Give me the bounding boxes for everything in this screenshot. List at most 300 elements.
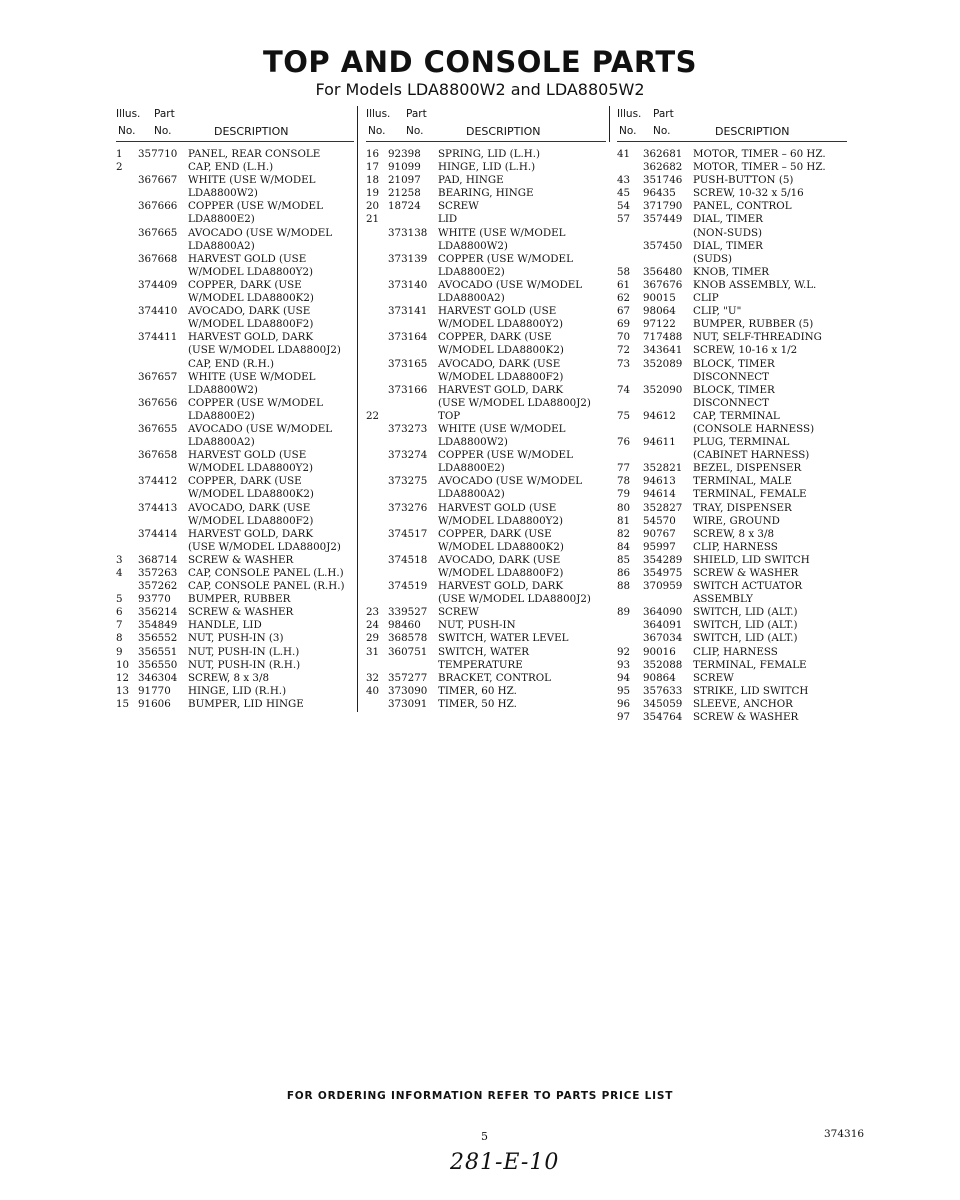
illus-number: [116, 292, 138, 305]
illus-number: [116, 371, 138, 384]
part-row: [366, 436, 606, 449]
part-number: 373164: [388, 331, 428, 344]
header-part: Part: [653, 108, 674, 120]
part-description: (USE W/MODEL LDA8800J2): [188, 540, 341, 553]
illus-number: [116, 318, 138, 331]
part-number: 368578: [388, 632, 428, 645]
part-description: CLIP: [693, 292, 719, 305]
part-number: 90015: [643, 292, 676, 305]
part-row: [366, 462, 606, 475]
part-row: [116, 541, 354, 554]
part-description: SWITCH, LID (ALT.): [693, 632, 798, 645]
part-number: 346304: [138, 671, 178, 684]
part-number: 98460: [388, 619, 421, 632]
part-row: [366, 567, 606, 580]
part-number: 364091: [643, 619, 683, 632]
part-number: 367656: [138, 396, 178, 409]
part-row: [617, 384, 847, 397]
part-number: [138, 266, 188, 279]
part-description: SCREW, 8 x 3/8: [693, 527, 775, 540]
part-row: [116, 515, 354, 528]
part-row: [617, 646, 847, 659]
illus-number: [366, 580, 388, 593]
part-number: 97122: [643, 318, 676, 331]
illus-number: [116, 580, 138, 593]
part-row: [366, 266, 606, 279]
part-description: LDA8800E2): [438, 265, 505, 278]
part-row: [366, 358, 606, 371]
part-row: [617, 475, 847, 488]
part-number: [643, 397, 693, 410]
part-description: AVOCADO (USE W/MODEL: [188, 422, 333, 435]
part-description: HARVEST GOLD (USE: [188, 449, 307, 462]
part-row: [366, 200, 606, 213]
part-description: (USE W/MODEL LDA8800J2): [188, 344, 341, 357]
illus-number: [366, 318, 388, 331]
part-row: [116, 606, 354, 619]
part-number: 367668: [138, 252, 178, 265]
part-description: CAP, END (L.H.): [188, 161, 274, 174]
part-number: 374410: [138, 305, 178, 318]
illus-number: [366, 515, 388, 528]
part-description: W/MODEL LDA8800F2): [188, 318, 314, 331]
part-description: BUMPER, LID HINGE: [188, 697, 304, 710]
column-header: [366, 108, 606, 148]
part-number: 367657: [138, 370, 178, 383]
part-number: 371790: [643, 200, 683, 213]
part-row: [617, 593, 847, 606]
illus-number: 78: [617, 475, 631, 488]
page-subtitle: For Models LDA8800W2 and LDA8805W2: [315, 80, 645, 99]
part-row: [617, 515, 847, 528]
part-row: [116, 344, 354, 357]
part-description: COPPER (USE W/MODEL: [438, 449, 573, 462]
part-number: 356480: [643, 265, 683, 278]
part-number: 354289: [643, 553, 683, 566]
illus-number: 45: [617, 187, 631, 200]
part-number: [138, 462, 188, 475]
header-part: Part: [154, 108, 175, 120]
illus-number: [116, 279, 138, 292]
part-number: 374519: [388, 580, 428, 593]
part-row: [617, 567, 847, 580]
part-number: [138, 161, 188, 174]
illus-number: 73: [617, 357, 631, 370]
part-number: [388, 318, 438, 331]
illus-number: [116, 541, 138, 554]
part-row: [116, 227, 354, 240]
illus-number: 23: [366, 606, 380, 619]
part-number: 373274: [388, 449, 428, 462]
illus-number: 85: [617, 553, 631, 566]
part-row: [617, 436, 847, 449]
column-header: [617, 108, 847, 148]
part-number: [388, 488, 438, 501]
part-number: 18724: [388, 200, 421, 213]
part-row: [366, 685, 606, 698]
part-description: COPPER (USE W/MODEL: [188, 396, 323, 409]
part-row: [617, 502, 847, 515]
part-row: [617, 397, 847, 410]
part-number: 339527: [388, 606, 428, 619]
part-description: W/MODEL LDA8800K2): [188, 488, 314, 501]
part-description: BEZEL, DISPENSER: [693, 462, 802, 475]
illus-number: 5: [116, 593, 123, 606]
header-description: DESCRIPTION: [466, 125, 541, 138]
part-row: [116, 685, 354, 698]
part-description: HARVEST GOLD, DARK: [188, 527, 314, 540]
part-description: STRIKE, LID SWITCH: [693, 684, 809, 697]
part-row: [617, 698, 847, 711]
part-number: 373275: [388, 475, 428, 488]
illus-number: [366, 698, 388, 711]
illus-number: [366, 371, 388, 384]
header-no: No.: [118, 125, 136, 137]
part-number: 95997: [643, 540, 676, 553]
part-row: [617, 253, 847, 266]
part-description: (USE W/MODEL LDA8800J2): [438, 396, 591, 409]
header-part: Part: [406, 108, 427, 120]
column-header: [116, 108, 354, 148]
illus-number: 81: [617, 514, 631, 527]
illus-number: 32: [366, 671, 380, 684]
part-description: LDA8800A2): [188, 239, 255, 252]
illus-number: [116, 384, 138, 397]
part-number: [138, 488, 188, 501]
part-row: [116, 632, 354, 645]
part-row: [116, 200, 354, 213]
part-number: 21097: [388, 174, 421, 187]
part-description: HANDLE, LID: [188, 619, 262, 632]
illus-number: 6: [116, 606, 123, 619]
illus-number: [617, 449, 643, 462]
parts-column-3: [617, 108, 847, 724]
illus-number: [617, 619, 643, 632]
part-row: [366, 410, 606, 423]
part-description: LDA8800W2): [438, 436, 508, 449]
part-description: WIRE, GROUND: [693, 514, 780, 527]
part-row: [116, 449, 354, 462]
part-number: 91770: [138, 684, 171, 697]
illus-number: 77: [617, 462, 631, 475]
illus-number: 75: [617, 409, 631, 422]
part-number: 354764: [643, 711, 683, 724]
part-description: SHIELD, LID SWITCH: [693, 553, 810, 566]
illus-number: 79: [617, 488, 631, 501]
part-description: BEARING, HINGE: [438, 187, 534, 200]
part-number: 54570: [643, 514, 676, 527]
column-divider-2: [609, 106, 610, 142]
illus-number: [366, 554, 388, 567]
header-illus: Illus.: [116, 108, 141, 120]
part-number: 357449: [643, 213, 683, 226]
part-number: 362682: [643, 161, 683, 174]
part-row: [617, 711, 847, 724]
illus-number: [366, 593, 388, 606]
part-number: 373091: [388, 697, 428, 710]
part-number: 368714: [138, 553, 178, 566]
header-description: DESCRIPTION: [715, 125, 790, 138]
part-number: [138, 384, 188, 397]
part-row: [366, 384, 606, 397]
part-row: [366, 698, 606, 711]
part-description: W/MODEL LDA8800K2): [438, 344, 564, 357]
illus-number: 89: [617, 606, 631, 619]
illus-number: [366, 528, 388, 541]
part-number: 94611: [643, 436, 676, 449]
part-description: TEMPERATURE: [438, 658, 523, 671]
part-description: W/MODEL LDA8800Y2): [438, 318, 564, 331]
part-description: KNOB, TIMER: [693, 265, 770, 278]
illus-number: 12: [116, 671, 130, 684]
illus-number: [116, 253, 138, 266]
part-description: LDA8800A2): [188, 436, 255, 449]
part-description: LDA8800E2): [188, 409, 255, 422]
part-number: [138, 515, 188, 528]
part-row: [116, 659, 354, 672]
illus-number: [366, 397, 388, 410]
illus-number: [366, 358, 388, 371]
illus-number: [366, 240, 388, 253]
illus-number: [617, 632, 643, 645]
part-number: 91099: [388, 161, 421, 174]
part-number: [388, 371, 438, 384]
illus-number: 74: [617, 383, 631, 396]
illus-number: 22: [366, 409, 380, 422]
part-number: [643, 449, 693, 462]
part-row: [116, 593, 354, 606]
part-description: W/MODEL LDA8800K2): [188, 292, 314, 305]
part-description: CAP, TERMINAL: [693, 409, 780, 422]
illus-number: 18: [366, 174, 380, 187]
illus-number: [116, 423, 138, 436]
part-row: [116, 161, 354, 174]
part-row: [366, 580, 606, 593]
part-description: COPPER, DARK (USE: [188, 278, 302, 291]
illus-number: [116, 331, 138, 344]
part-number: 370959: [643, 580, 683, 593]
part-description: (CABINET HARNESS): [693, 449, 810, 462]
illus-number: [116, 213, 138, 226]
part-row: [116, 253, 354, 266]
part-number: [138, 344, 188, 357]
part-number: [138, 410, 188, 423]
part-row: [617, 344, 847, 357]
part-row: [366, 213, 606, 226]
illus-number: 67: [617, 305, 631, 318]
parts-list-3: [617, 148, 847, 724]
part-row: [366, 619, 606, 632]
part-description: SCREW, 8 x 3/8: [188, 671, 270, 684]
header-no: No.: [368, 125, 386, 137]
part-description: SWITCH ACTUATOR: [693, 580, 803, 593]
illus-number: [366, 449, 388, 462]
illus-number: [366, 488, 388, 501]
part-number: [388, 567, 438, 580]
part-row: [366, 672, 606, 685]
part-description: WHITE (USE W/MODEL: [438, 422, 566, 435]
part-description: LDA8800W2): [188, 383, 258, 396]
part-number: 373166: [388, 383, 428, 396]
part-description: SCREW & WASHER: [693, 711, 799, 724]
illus-number: 70: [617, 331, 631, 344]
parts-column-2: [366, 108, 606, 711]
illus-number: 7: [116, 619, 123, 632]
illus-number: [366, 227, 388, 240]
part-row: [116, 318, 354, 331]
part-row: [617, 685, 847, 698]
illus-number: 4: [116, 567, 123, 579]
part-number: 373138: [388, 226, 428, 239]
illus-number: [366, 305, 388, 318]
part-description: LDA8800A2): [438, 488, 505, 501]
part-number: 373090: [388, 684, 428, 697]
document-number: 374316: [824, 1128, 865, 1140]
part-description: AVOCADO, DARK (USE: [188, 501, 311, 514]
part-row: [116, 554, 354, 567]
part-number: 356552: [138, 632, 178, 645]
part-row: [617, 488, 847, 501]
illus-number: [116, 344, 138, 357]
part-description: COPPER (USE W/MODEL: [188, 200, 323, 213]
part-row: [116, 619, 354, 632]
part-description: W/MODEL LDA8800Y2): [438, 514, 564, 527]
illus-number: 24: [366, 619, 380, 632]
part-description: LDA8800E2): [188, 213, 255, 226]
part-number: 357277: [388, 671, 428, 684]
part-description: CLIP, HARNESS: [693, 540, 778, 553]
part-description: TERMINAL, FEMALE: [693, 488, 807, 501]
part-row: [116, 240, 354, 253]
part-description: MOTOR, TIMER – 60 HZ.: [693, 148, 826, 160]
part-description: AVOCADO, DARK (USE: [438, 553, 561, 566]
part-number: 21258: [388, 187, 421, 200]
part-row: [617, 161, 847, 174]
illus-number: [617, 253, 643, 266]
part-description: COPPER (USE W/MODEL: [438, 252, 573, 265]
part-description: (CONSOLE HARNESS): [693, 422, 815, 435]
header-rule: [116, 141, 354, 142]
part-description: HINGE, LID (R.H.): [188, 684, 287, 697]
part-number: 90864: [643, 671, 676, 684]
part-number: 352088: [643, 658, 683, 671]
illus-number: [366, 266, 388, 279]
part-number: [388, 397, 438, 410]
page-number: 5: [481, 1130, 488, 1143]
part-number: [643, 371, 693, 384]
part-number: 364090: [643, 606, 683, 619]
part-row: [617, 619, 847, 632]
part-row: [366, 554, 606, 567]
part-description: WHITE (USE W/MODEL: [188, 370, 316, 383]
part-row: [116, 384, 354, 397]
part-row: [116, 279, 354, 292]
part-row: [617, 227, 847, 240]
part-description: CAP, END (R.H.): [188, 357, 275, 370]
part-description: WHITE (USE W/MODEL: [438, 226, 566, 239]
part-row: [366, 279, 606, 292]
part-description: SCREW & WASHER: [693, 567, 799, 579]
part-number: 367666: [138, 200, 178, 213]
illus-number: [366, 331, 388, 344]
illus-number: 20: [366, 200, 380, 213]
part-number: [388, 240, 438, 253]
part-row: [366, 227, 606, 240]
part-description: TERMINAL, FEMALE: [693, 658, 807, 671]
illus-number: [617, 397, 643, 410]
illus-number: 54: [617, 200, 631, 213]
part-description: HARVEST GOLD, DARK: [438, 580, 564, 593]
illus-number: 15: [116, 697, 130, 710]
part-number: 374412: [138, 475, 178, 488]
part-row: [366, 528, 606, 541]
part-description: PUSH-BUTTON (5): [693, 174, 794, 187]
part-row: [116, 567, 354, 580]
part-description: TIMER, 60 HZ.: [438, 684, 517, 697]
part-row: [116, 436, 354, 449]
illus-number: [116, 436, 138, 449]
illus-number: 13: [116, 684, 130, 697]
part-description: NUT, SELF-THREADING: [693, 331, 822, 344]
header-rule: [366, 141, 606, 142]
header-part-no: No.: [653, 125, 671, 137]
part-description: DIAL, TIMER: [693, 213, 763, 226]
part-description: W/MODEL LDA8800K2): [438, 540, 564, 553]
part-description: DISCONNECT: [693, 396, 769, 409]
illus-number: [366, 292, 388, 305]
illus-number: [116, 227, 138, 240]
part-description: SCREW & WASHER: [188, 606, 294, 619]
part-row: [617, 148, 847, 161]
illus-number: 58: [617, 265, 631, 278]
part-row: [617, 606, 847, 619]
part-description: W/MODEL LDA8800Y2): [188, 462, 314, 475]
part-row: [116, 580, 354, 593]
part-row: [116, 148, 354, 161]
illus-number: [116, 266, 138, 279]
part-number: [388, 436, 438, 449]
part-description: TIMER, 50 HZ.: [438, 697, 517, 710]
part-number: 343641: [643, 344, 683, 357]
part-number: 357262: [138, 580, 178, 593]
part-description: PANEL, CONTROL: [693, 200, 792, 213]
part-description: (SUDS): [693, 252, 733, 265]
part-number: [388, 266, 438, 279]
illus-number: [366, 279, 388, 292]
part-number: [643, 423, 693, 436]
illus-number: 88: [617, 580, 631, 593]
part-row: [116, 462, 354, 475]
illus-number: 29: [366, 632, 380, 645]
part-row: [366, 174, 606, 187]
illus-number: [116, 174, 138, 187]
part-description: MOTOR, TIMER – 50 HZ.: [693, 161, 826, 174]
part-description: COPPER, DARK (USE: [188, 475, 302, 488]
part-row: [116, 698, 354, 711]
part-number: 354849: [138, 619, 178, 632]
illus-number: 61: [617, 278, 631, 291]
part-row: [617, 358, 847, 371]
part-description: LDA8800E2): [438, 462, 505, 475]
illus-number: [366, 475, 388, 488]
illus-number: [116, 488, 138, 501]
part-number: 351746: [643, 174, 683, 187]
part-description: AVOCADO (USE W/MODEL: [188, 226, 333, 239]
part-description: LDA8800A2): [438, 292, 505, 305]
part-row: [366, 292, 606, 305]
part-description: HARVEST GOLD (USE: [438, 501, 557, 514]
part-description: (USE W/MODEL LDA8800J2): [438, 593, 591, 606]
